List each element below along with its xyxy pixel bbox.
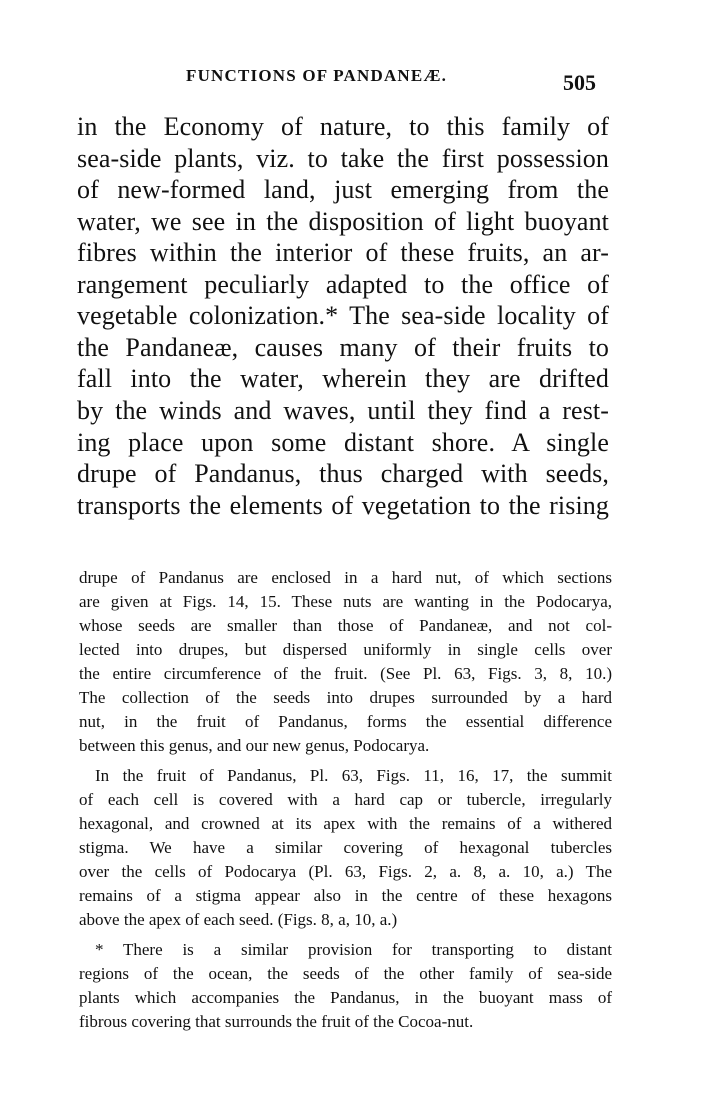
footnote-line: * There is a similar provision for transporting to distant <box>95 940 612 959</box>
main-text-line: the Pandaneæ, causes many of their fruits to <box>77 333 609 362</box>
main-text-line: ing place upon some distant shore. A single <box>77 428 609 457</box>
main-text-line: vegetable colonization.* The sea-side locality of <box>77 301 609 330</box>
note-line: hexagonal, and crowned at its apex with the remains of a withered <box>79 814 612 833</box>
note-line: the entire circumference of the fruit. (See Pl. 63, Figs. 3, 8, 10.) <box>79 664 612 683</box>
footnote-line: plants which accompanies the Pandanus, in the buoyant mass of <box>79 988 612 1007</box>
main-text-line: by the winds and waves, until they find a rest- <box>77 396 609 425</box>
running-title: FUNCTIONS OF PANDANEÆ. <box>186 66 448 85</box>
note-line: between this genus, and our new genus, Podocarya. <box>79 736 430 755</box>
note-line: whose seeds are smaller than those of Pandaneæ, and not col- <box>79 616 612 635</box>
note-line: above the apex of each seed. (Figs. 8, a, 10, a.) <box>79 910 398 929</box>
note-line: lected into drupes, but dispersed uniformly in single cells over <box>79 640 612 659</box>
note-line: over the cells of Podocarya (Pl. 63, Figs. 2, a. 8, a. 10, a.) The <box>79 862 612 881</box>
main-text-line: water, we see in the disposition of light buoyant <box>77 207 609 236</box>
note-line: drupe of Pandanus are enclosed in a hard nut, of which sections <box>79 568 612 587</box>
note-line: nut, in the fruit of Pandanus, forms the essential difference <box>79 712 612 731</box>
main-text-line: fibres within the interior of these fruits, an ar- <box>77 238 609 267</box>
main-text-line: drupe of Pandanus, thus charged with seeds, <box>77 459 609 488</box>
main-text-line: of new-formed land, just emerging from the <box>77 175 609 204</box>
main-text-line: rangement peculiarly adapted to the office of <box>77 270 609 299</box>
footnote-line: regions of the ocean, the seeds of the other family of sea-side <box>79 964 612 983</box>
page-number: 505 <box>563 70 596 95</box>
main-text-line: transports the elements of vegetation to the rising <box>77 491 609 520</box>
main-text-line: in the Economy of nature, to this family of <box>77 112 609 141</box>
note-line: In the fruit of Pandanus, Pl. 63, Figs. 11, 16, 17, the summit <box>95 766 612 785</box>
footnote-line: fibrous covering that surrounds the fruit of the Cocoa-nut. <box>79 1012 474 1031</box>
main-text-line: fall into the water, wherein they are drifted <box>77 364 609 393</box>
note-line: of each cell is covered with a hard cap or tubercle, irregularly <box>79 790 612 809</box>
note-line: remains of a stigma appear also in the centre of these hexagons <box>79 886 612 905</box>
main-text-line: sea-side plants, viz. to take the first possession <box>77 144 609 173</box>
note-line: stigma. We have a similar covering of hexagonal tubercles <box>79 838 612 857</box>
note-line: The collection of the seeds into drupes surrounded by a hard <box>79 688 612 707</box>
note-line: are given at Figs. 14, 15. These nuts are wanting in the Podocarya, <box>79 592 612 611</box>
